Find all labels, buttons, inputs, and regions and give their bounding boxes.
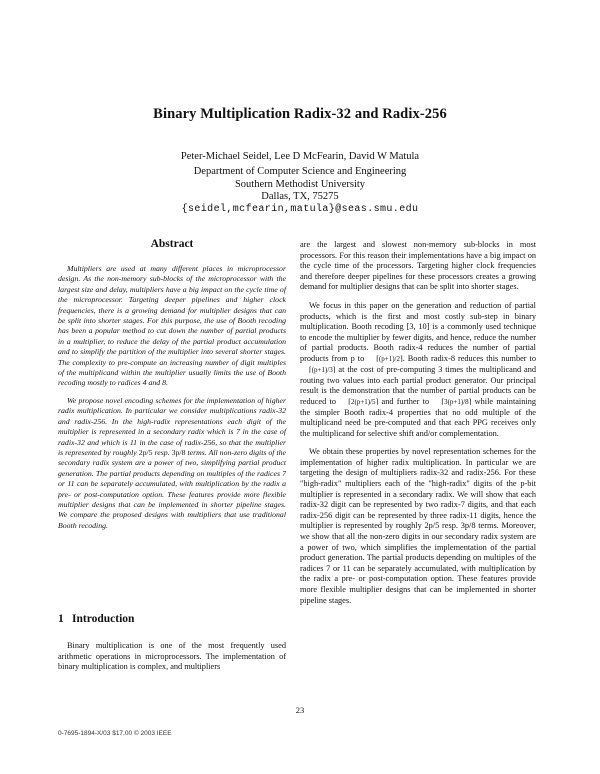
- introduction-paragraph-1: Binary multiplication is one of the most frequently used arithmetic operations in microprocessors. The implementation of binary multiplication is complex, and multipliers: [58, 641, 286, 672]
- abstract-heading: Abstract: [150, 238, 194, 250]
- author-list: Peter-Michael Seidel, Lee D McFearin, David W Matula: [180, 151, 420, 162]
- copyright-footer: 0-7695-1894-X/03 $17.00 © 2003 IEEE: [58, 730, 172, 737]
- section-title: Introduction: [72, 613, 135, 625]
- university: Southern Methodist University: [234, 178, 366, 190]
- formula-radix4: ⌈(p+1)/2⌉: [376, 354, 403, 363]
- author-emails: {seidel,mcfearin,matula}@seas.smu.edu: [181, 203, 419, 215]
- formula-radix8: ⌈(p+1)/3⌉: [309, 365, 336, 374]
- section-number: 1: [58, 613, 64, 625]
- abstract-paragraph-1: Multipliers are used at many different places in microprocessor design. As the non-memory sub-blocks of the microprocessor with the largest size and delay, multipliers have a big impact on the cycle time of the microprocessor. Targeting deeper pipelines and higher clock frequencies, there is a growing demand for multiplier designs that can be split into shorter stages. For this purpose, the use of Booth recoding has been a popular method to cut down the number of partial products in a multiplier, to reduce the delay of the partial product accumulation and to simplify the partition of the multiplier into several shorter stages. The complexity to pre-compute an increasing number of digit multiples of the multiplicand within the multiplier usually limits the use of Booth recoding mostly to radices 4 and 8.: [58, 264, 286, 388]
- formula-radix32: ⌈2(p+1)/5⌉: [348, 397, 379, 406]
- formula-radix256: ⌈3(p+1)/8⌉: [441, 397, 472, 406]
- affiliation: [0, 166, 600, 216]
- right-column: [300, 240, 536, 614]
- section-heading-introduction: [58, 613, 286, 625]
- abstract-paragraph-2: We propose novel encoding schemes for the implementation of higher radix multiplication. In particular we consider multiplications radix-32 and radix-256. In the high-radix representations each digit of the multiplier is represented in a secondary radix which is 7 in the case of radix-32 and which is 11 in the case of radix-256, so that the multiplier is represented by roughly 2p/5 resp. 3p/8 terms. All non-zero digits of the secondary radix system are a power of two, simplifying partial product generation. The partial products depending on multiples of the radices 7 or 11 can be separately accumulated, with multiplication by the radix a pre- or post-computation option. These features provide more flexible multiplier designs that can be implemented in shorter pipeline stages. We compare the proposed designs with multipliers that use traditional Booth recoding.: [58, 395, 286, 530]
- paper-title: Binary Multiplication Radix-32 and Radix-256: [153, 106, 447, 122]
- body-paragraph-3: We obtain these properties by novel representation schemes for the implementation of higher radix multiplication. In particular we are targeting the design of multipliers radix-32 and radix-256. For these "high-radix" multipliers each of the "high-radix" digits of the p-bit multiplier is represented in a secondary radix. We will show that each radix-32 digit can be represented by two radix-7 digits, and that each radix-256 digit can be represented by three radix-11 digits, hence the multiplier is represented by roughly 2p/5 resp. 3p/8 terms. Moreover, we show that all the non-zero digits in our secondary radix system are a power of two, which simplifies the implementation of the partial product generation. The partial products depending on multiples of the radices 7 or 11 can be separately accumulated, with multiplication by the radix a pre- or post-computation option. These features provide more flexible multiplier designs that can be implemented in shorter pipeline stages.: [300, 447, 536, 605]
- page-number: 23: [295, 705, 305, 715]
- body-paragraph-1: are the largest and slowest non-memory sub-blocks in most processors. For this reason their implementations have a big impact on the cycle time of the processors. Targeting higher clock frequencies and therefore deeper pipelines for these processors creates a growing demand for multiplier designs that can be split into shorter stages.: [300, 240, 536, 292]
- abstract-column: [58, 238, 286, 538]
- department: Department of Computer Science and Engineering: [193, 166, 407, 177]
- body-paragraph-2: We focus in this paper on the generation and reduction of partial products, which is the first and most costly sub-step in binary multiplication. Booth recoding [3, 10] is a commonly used technique to encode the multiplier by fewer digits, and hence, reduce the number of partial products. Booth radix-4 reduces the number of partial products from p to ⌈(p+1)/2⌉. Booth radix-8 reduces this number to ⌈(p+1)/3⌉ at the cost of pre-computing 3 times the multiplicand and routing two values into each partial product generator. Our principal result is the demonstration that the number of partial products can be reduced to ⌈2(p+1)/5⌉ and further to ⌈3(p+1)/8⌉ while maintaining the simpler Booth radix-4 properties that no odd multiple of the multiplicand need be pre-computed and that each PPG receives only the multiplicand for selective shift and/or complementation.: [300, 300, 536, 438]
- city: Dallas, TX, 75275: [261, 191, 339, 202]
